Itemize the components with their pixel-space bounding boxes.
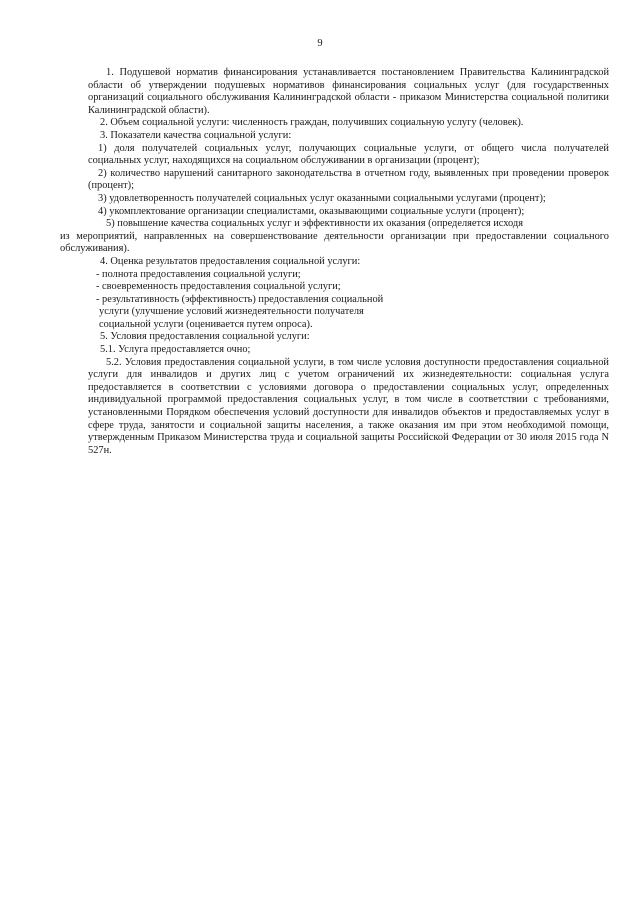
- paragraph-evaluation-effectiveness: - результативность (эффективность) предоставления социальной: [96, 293, 384, 305]
- paragraph-indicator-4: 4) укомплектование организации специалистами, оказывающими социальные услуги (процент);: [98, 205, 525, 217]
- paragraph-per-capita-norm: 1. Подушевой норматив финансирования устанавливается постановлением Правительства Калининградской области об утверждении подушевых нормативов финансирования социальных услуг (для государственных организаций социального обслуживания Калининградской области - приказом Министерства социальной политики Калининградской области).: [88, 67, 609, 116]
- paragraph-evaluation-timeliness: - своевременность предоставления социальной услуги;: [96, 281, 341, 293]
- paragraph-indicator-5-continued: из мероприятий, направленных на совершенствование деятельности организации при предоставлении социального обслуживания).: [60, 230, 609, 255]
- paragraph-evaluation-completeness: - полнота предоставления социальной услуги;: [96, 268, 301, 280]
- paragraph-condition-5-1: 5.1. Услуга предоставляется очно;: [100, 344, 251, 356]
- paragraph-condition-5-2: 5.2. Условия предоставления социальной услуги, в том числе условия доступности предоставления социальной услуги для инвалидов и других лиц с учетом ограничений их жизнедеятельности: социальная услуга предоставляется в соответствии с условиями договора о предоставлении социальных услуг, определенных индивидуальной программой предоставления социальных услуг, в том числе в соответствии с требованиями, установленными Порядком обеспечения условий доступности для инвалидов объектов и предоставляемых услуг в сфере труда, занятости и социальной защиты населения, а также оказания им при этом необходимой помощи, утвержденным Приказом Министерства труда и социальной защиты Российской Федерации от 30 июля 2015 года N 527н.: [88, 356, 609, 456]
- paragraph-evaluation-effectiveness-line-2: услуги (улучшение условий жизнедеятельности получателя: [99, 306, 364, 318]
- paragraph-evaluation-effectiveness-line-3: социальной услуги (оценивается путем опроса).: [99, 318, 313, 330]
- paragraph-evaluation-heading: 4. Оценка результатов предоставления социальной услуги:: [100, 255, 361, 267]
- paragraph-indicator-3: 3) удовлетворенность получателей социальных услуг оказанными социальными услугами (процент);: [98, 192, 546, 204]
- paragraph-service-volume: 2. Объем социальной услуги: численность граждан, получивших социальную услугу (человек).: [100, 117, 524, 129]
- paragraph-indicator-1: 1) доля получателей социальных услуг, получающих социальные услуги, от общего числа получателей социальных услуг, находящихся на социальном обслуживании в организации (процент);: [88, 142, 609, 167]
- paragraph-conditions-heading: 5. Условия предоставления социальной услуги:: [100, 331, 310, 343]
- document-body: [60, 67, 609, 457]
- paragraph-indicator-5: 5) повышение качества социальных услуг и эффективности их оказания (определяется исходя: [106, 218, 523, 230]
- paragraph-quality-indicators-heading: 3. Показатели качества социальной услуги:: [100, 129, 292, 141]
- page-number: 9: [317, 38, 323, 49]
- paragraph-indicator-2: 2) количество нарушений санитарного законодательства в отчетном году, выявленных при проведении проверок (процент);: [88, 167, 609, 192]
